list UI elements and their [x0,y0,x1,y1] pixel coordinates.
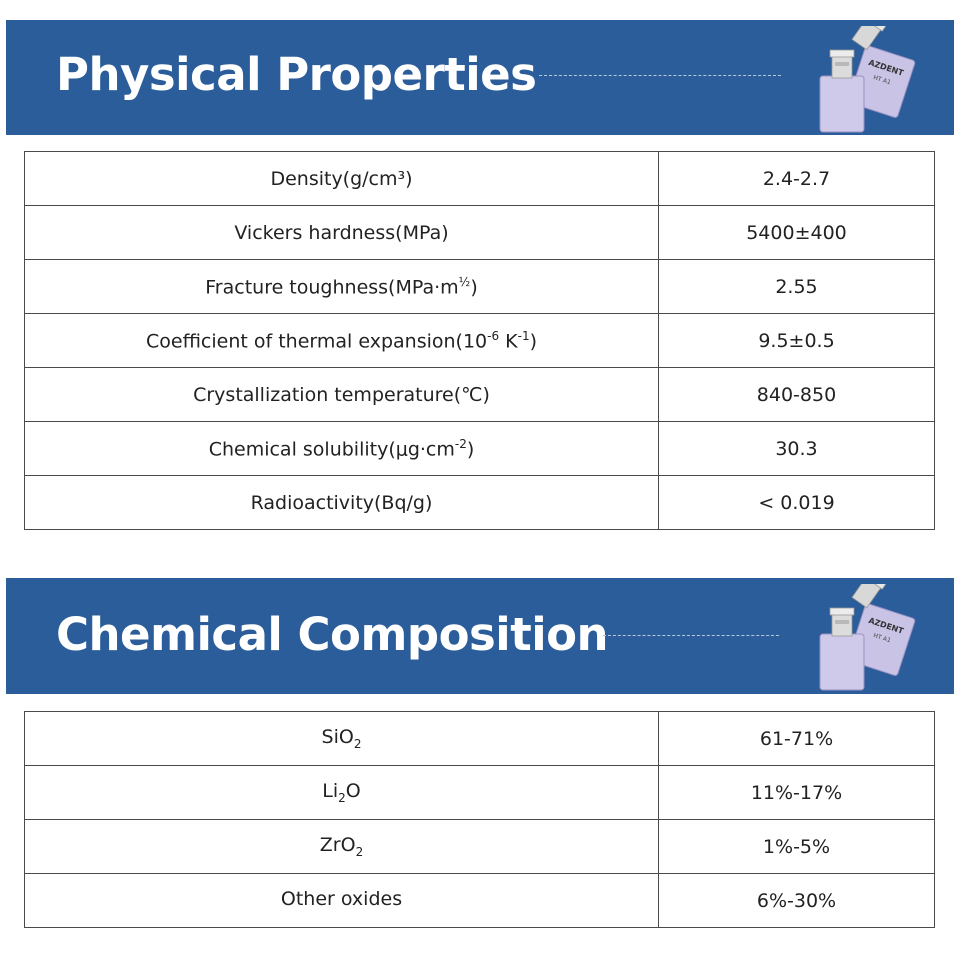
table-row [25,712,935,766]
formula-subscript: 2 [355,844,364,859]
value-cell: 30.3 [659,422,935,476]
brand-mark: AZDENT [867,57,905,78]
value-cell: 11%-17% [659,766,935,820]
value-cell: 2.55 [659,260,935,314]
property-superscript: -2 [454,436,467,451]
table-row [25,476,935,530]
table-row [25,152,935,206]
value-cell: 2.4-2.7 [659,152,935,206]
banner-divider [603,635,779,636]
shade-mark: HT A1 [872,74,892,87]
property-cell [25,314,659,368]
formula-subscript: 2 [353,736,362,751]
table-row [25,314,935,368]
table-row [25,206,935,260]
property-cell: Radioactivity(Bq/g) [25,476,659,530]
table-row [25,422,935,476]
chemical-composition-table [24,711,935,928]
product-blocks-image [806,584,954,694]
table-row [25,820,935,874]
banner-divider [539,75,781,76]
formula-text: ZrO [319,834,356,857]
property-superscript: -1 [517,328,530,343]
table-row [25,368,935,422]
table-row [25,260,935,314]
table-row [25,874,935,928]
value-cell: 6%-30% [659,874,935,928]
compound-cell [25,820,659,874]
shade-mark: HT A1 [872,632,892,645]
formula-text: SiO [321,726,354,749]
formula-subscript: 2 [338,790,346,805]
formula-text-tail: O [345,780,361,803]
product-blocks-image [806,26,954,135]
value-cell: < 0.019 [659,476,935,530]
property-cell [25,422,659,476]
compound-cell [25,874,659,928]
property-cell: Density(g/cm³) [25,152,659,206]
property-cell: Vickers hardness(MPa) [25,206,659,260]
property-text-tail: ) [529,330,537,353]
property-text-mid: K [499,330,518,353]
property-text-tail: ) [466,438,475,461]
property-text: Coefficient of thermal expansion(10 [145,330,488,353]
section-title: Physical Properties [56,48,537,101]
value-cell: 5400±400 [659,206,935,260]
table-row [25,766,935,820]
property-cell [25,260,659,314]
property-superscript: ½ [458,274,471,289]
brand-mark: AZDENT [867,615,905,636]
property-cell: Crystallization temperature(℃) [25,368,659,422]
physical-properties-banner [6,20,954,135]
compound-cell [25,766,659,820]
value-cell: 1%-5% [659,820,935,874]
formula-text: Other oxides [280,888,403,911]
property-text: Chemical solubility(μg·cm [208,438,455,461]
chemical-composition-banner [6,578,954,694]
compound-cell [25,712,659,766]
value-cell: 840-850 [659,368,935,422]
section-title: Chemical Composition [56,608,609,661]
value-cell: 61-71% [659,712,935,766]
formula-text: Li [322,780,339,803]
physical-properties-table [24,151,935,530]
property-superscript: -6 [487,328,500,343]
property-text: Fracture toughness(MPa·m [205,276,459,299]
property-text-tail: ) [470,276,478,299]
value-cell: 9.5±0.5 [659,314,935,368]
